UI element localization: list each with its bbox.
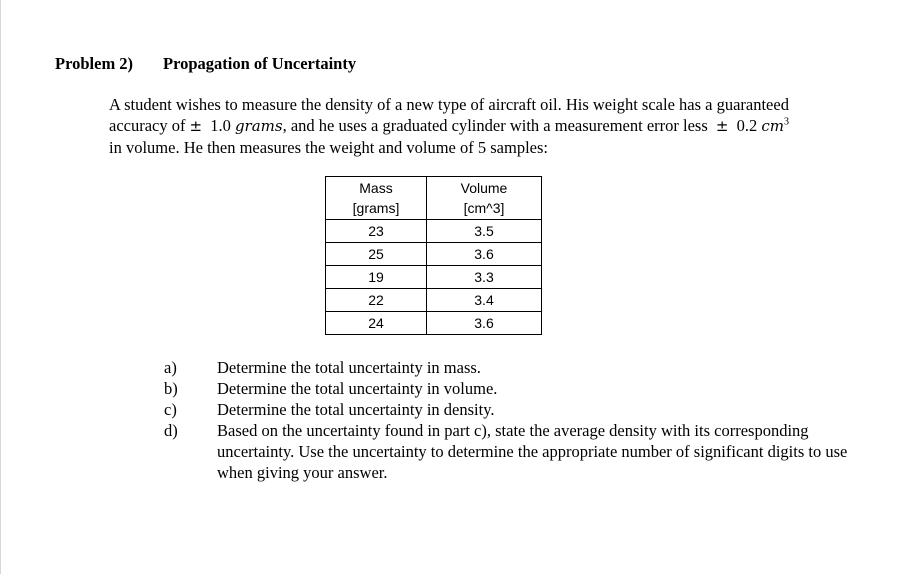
volume-error-value: 0.2 (736, 116, 758, 135)
question-label: d) (164, 421, 178, 440)
table-header-row (326, 177, 542, 220)
volume-unit-exponent: 3 (783, 116, 789, 128)
question-c (164, 399, 884, 420)
statement-line-2 (109, 115, 869, 137)
table-row (326, 266, 542, 289)
mass-unit: grams (234, 117, 283, 135)
volume-cell: 3.6 (427, 312, 542, 335)
table-row (326, 312, 542, 335)
volume-cell: 3.5 (427, 220, 542, 243)
question-b (164, 378, 884, 399)
problem-number: Problem 2) (55, 54, 134, 73)
plus-minus-symbol-2: ± (715, 117, 729, 135)
statement-line-1: A student wishes to measure the density of a new type of aircraft oil. His weight scale has a guaranteed (109, 95, 789, 114)
question-text: Determine the total uncertainty in density. (217, 400, 495, 419)
mass-cell: 25 (326, 243, 427, 266)
problem-statement (109, 94, 869, 158)
question-text: Determine the total uncertainty in mass. (217, 358, 481, 377)
volume-cell: 3.4 (427, 289, 542, 312)
measurement-table (325, 176, 542, 335)
mass-error-value: 1.0 (210, 116, 231, 135)
question-label: c) (164, 400, 177, 419)
mass-cell: 23 (326, 220, 427, 243)
volume-cell: 3.3 (427, 266, 542, 289)
mass-cell: 22 (326, 289, 427, 312)
question-list (164, 357, 884, 483)
plus-minus-symbol: ± (189, 117, 203, 135)
accuracy-text: accuracy of (109, 116, 186, 135)
cylinder-text: , and he uses a graduated cylinder with a measurement error less (282, 116, 708, 135)
question-text: Based on the uncertainty found in part c), state the average density with its corresponding uncertainty. Use the uncertainty to determine the appropriate number of significant digits to use when giving your answer. (217, 421, 848, 482)
volume-unit: cm (761, 117, 784, 135)
page-edge (0, 0, 1, 574)
mass-cell: 24 (326, 312, 427, 335)
mass-header-label: Mass (359, 180, 393, 196)
statement-line-3: in volume. He then measures the weight and volume of 5 samples: (109, 138, 548, 157)
question-a (164, 357, 884, 378)
volume-header-unit: [cm^3] (463, 200, 505, 216)
volume-header-label: Volume (460, 180, 508, 196)
table-row (326, 220, 542, 243)
mass-header-unit: [grams] (352, 200, 400, 216)
problem-title: Propagation of Uncertainty (163, 54, 357, 73)
volume-column-header (427, 177, 542, 220)
table-row (326, 243, 542, 266)
table-row (326, 289, 542, 312)
question-label: b) (164, 379, 178, 398)
question-d (164, 420, 884, 483)
mass-column-header (326, 177, 427, 220)
question-text: Determine the total uncertainty in volume. (217, 379, 498, 398)
mass-cell: 19 (326, 266, 427, 289)
volume-cell: 3.6 (427, 243, 542, 266)
problem-heading (55, 54, 356, 74)
question-label: a) (164, 358, 177, 377)
